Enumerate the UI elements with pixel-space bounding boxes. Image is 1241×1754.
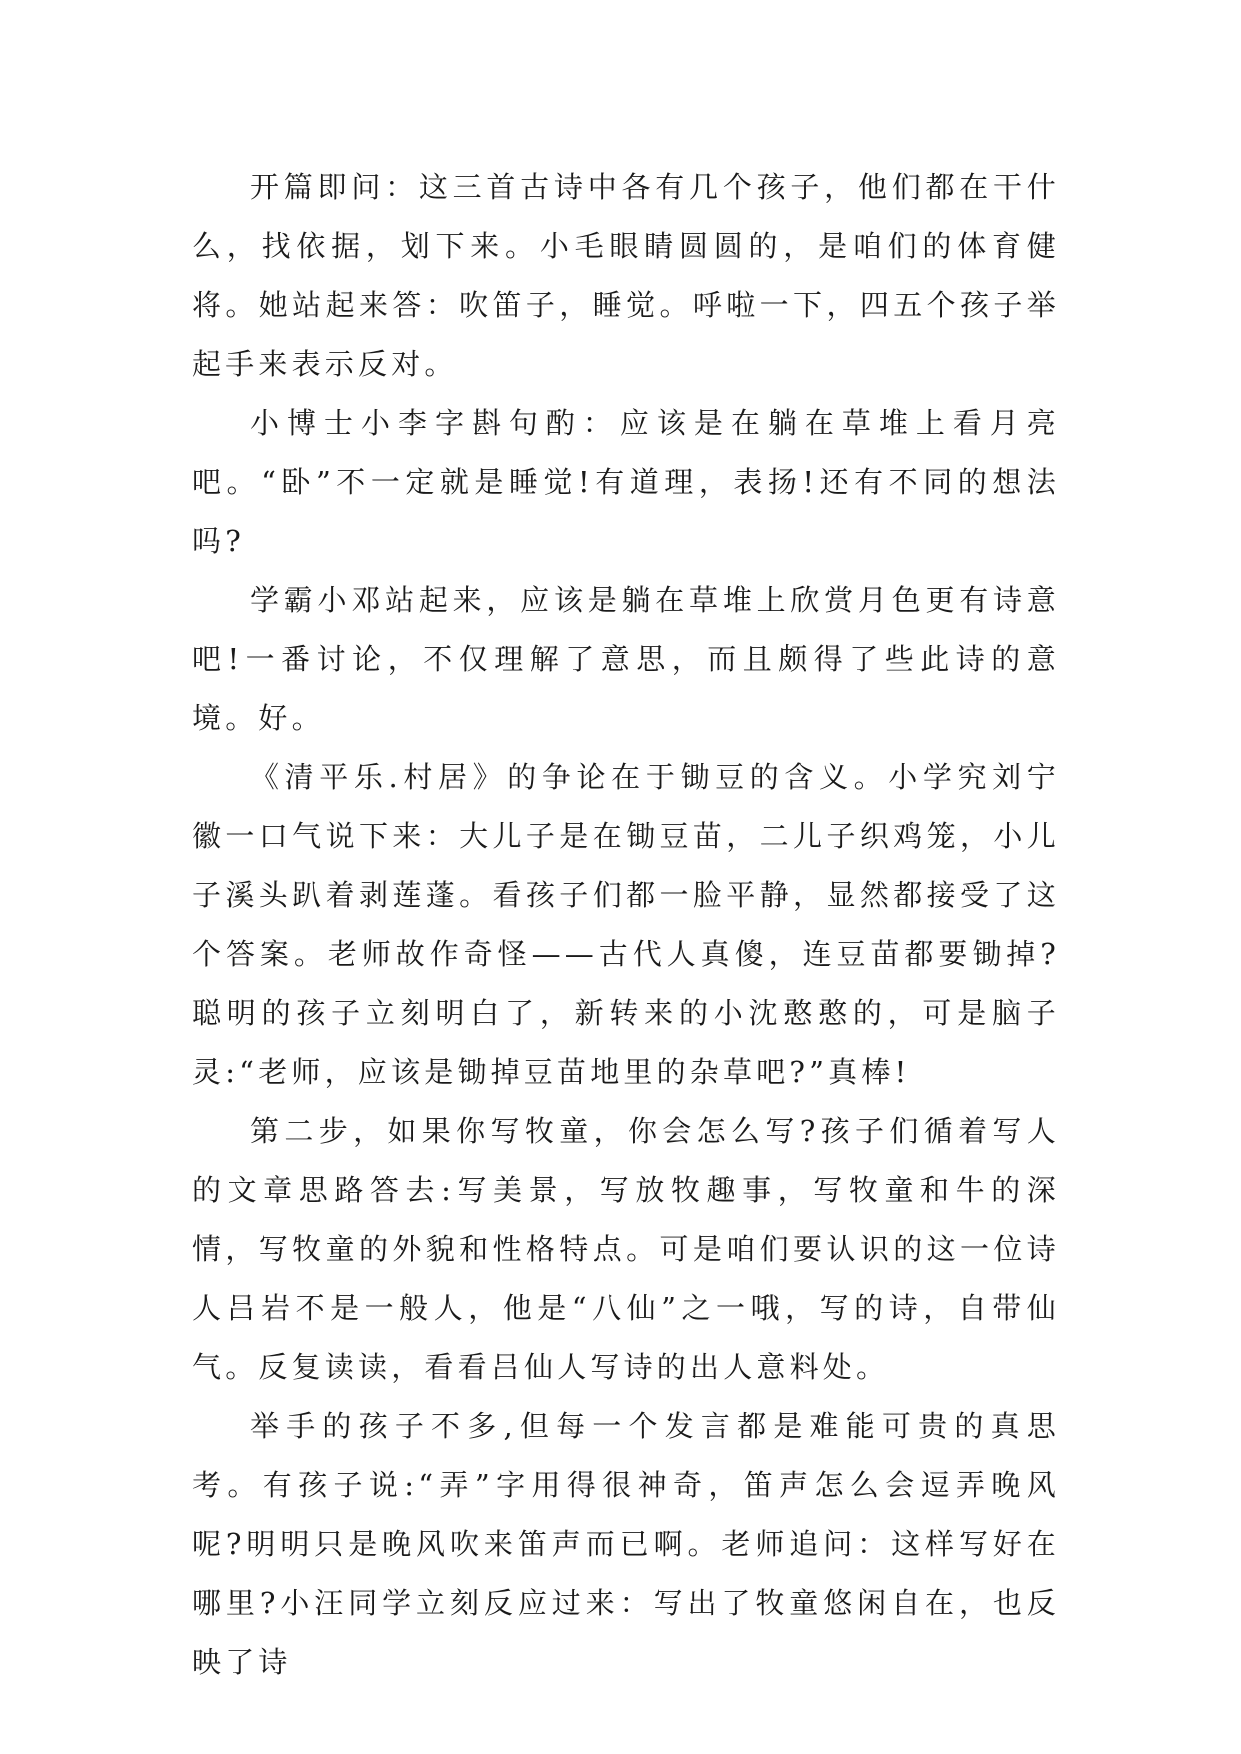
paragraph: 《清平乐.村居》的争论在于锄豆的含义。小学究刘宁徽一口气说下来：大儿子是在锄豆苗，二儿子织鸡笼，小儿子溪头趴着剥莲蓬。看孩子们都一脸平静，显然都接受了这个答案。老师故作奇怪——古代人真傻，连豆苗都要锄掉?聪明的孩子立刻明白了，新转来的小沈憨憨的，可是脑子灵:“老师，应该是锄掉豆苗地里的杂草吧?”真棒! bbox=[192, 760, 1060, 1089]
paragraph: 学霸小邓站起来，应该是躺在草堆上欣赏月色更有诗意吧!一番讨论，不仅理解了意思，而且颇得了些此诗的意境。好。 bbox=[192, 583, 1060, 735]
document-body bbox=[192, 158, 1060, 1692]
paragraph: 小博士小李字斟句酌：应该是在躺在草堆上看月亮吧。“卧”不一定就是睡觉!有道理，表扬!还有不同的想法吗? bbox=[192, 406, 1060, 558]
paragraph: 开篇即问：这三首古诗中各有几个孩子，他们都在干什么，找依据，划下来。小毛眼睛圆圆的，是咱们的体育健将。她站起来答：吹笛子，睡觉。呼啦一下，四五个孩子举起手来表示反对。 bbox=[192, 170, 1060, 381]
paragraph: 第二步，如果你写牧童，你会怎么写?孩子们循着写人的文章思路答去:写美景，写放牧趣事，写牧童和牛的深情，写牧童的外貌和性格特点。可是咱们要认识的这一位诗人吕岩不是一般人，他是“八仙”之一哦，写的诗，自带仙气。反复读读，看看吕仙人写诗的出人意料处。 bbox=[192, 1114, 1060, 1384]
paragraph: 举手的孩子不多,但每一个发言都是难能可贵的真思考。有孩子说:“弄”字用得很神奇，笛声怎么会逗弄晚风呢?明明只是晚风吹来笛声而已啊。老师追问：这样写好在哪里?小汪同学立刻反应过来：写出了牧童悠闲自在，也反映了诗 bbox=[192, 1409, 1060, 1679]
